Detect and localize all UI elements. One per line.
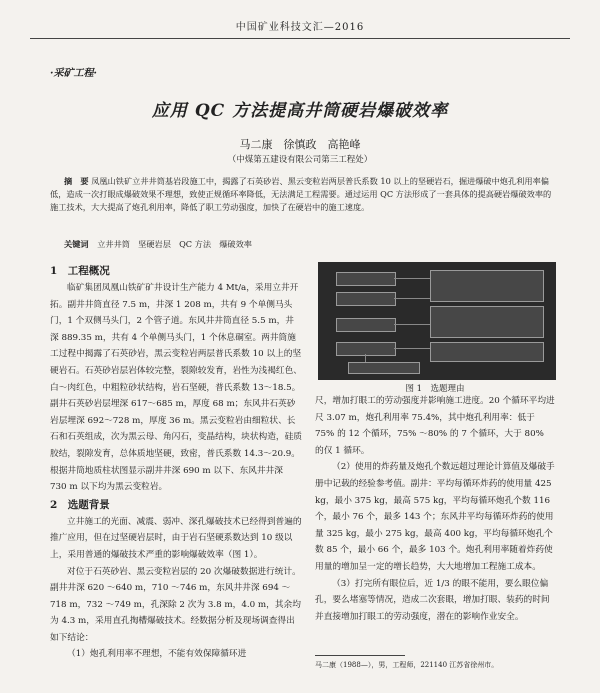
authors: 马二康 徐慎政 高艳峰 [239, 138, 361, 151]
paper-title: 应用 QC 方法提高井筒硬岩爆破效率 [151, 101, 449, 121]
right-column [315, 393, 555, 625]
header-rule [30, 38, 570, 39]
section-label: ·采矿工程· [50, 68, 97, 79]
abstract-text: 凤凰山铁矿立井井筒基岩段施工中，揭露了石英砂岩、黑云变粒岩两层普氏系数 10 以上的坚硬岩石，掘进爆破中炮孔利用率偏低，造成一次打眼成爆破效果不理想，致使正规循环率降低，无法满足工程需要。通过运用 QC 方法形成了一套具体的提高硬岩爆破效率的施工技术，大大提高了炮孔利用率，降低了职工劳动强度，加快了在硬岩中的施工速度。 [50, 176, 552, 212]
figure-1-caption: 图 1 选题理由 [405, 384, 465, 394]
footnote-rule [315, 655, 405, 656]
affiliation: （中煤第五建设有限公司第三工程处） [227, 155, 373, 165]
right-paragraph-1: 尺，增加打眼工的劳动强度并影响施工进度。20 个循环平均进尺 3.07 m，炮孔利用率 75.4%，其中炮孔利用率：低于 75% 的 12 个循环，75% ～80% 的 7 个循环，大于 80% 的仅 1 循环。 [315, 396, 555, 456]
section-2-paragraph-1: 立井施工的光面、减震、弱冲、深孔爆破技术已经得到普遍的推广应用，但在过坚硬岩层时，由于岩石坚硬系数达到 10 级以上，采用普通的爆破技术严重的影响爆破效率（图 1）。 [50, 516, 302, 560]
author-footnote: 马二康（1988—），男，工程师，221140 江苏省徐州市。 [315, 661, 499, 669]
section-1-heading: 1 工程概况 [50, 265, 110, 277]
keywords [64, 239, 252, 250]
right-paragraph-3: （3）打完所有眼位后，近 1/3 的眼不能用，要么眼位偏孔，要么堵塞等情况，造成二次套眼，增加打眼、装药的时间并直接增加打眼工的劳动强度，潜在的影响作业安全。 [315, 578, 550, 622]
section-2-paragraph-2: 对位于石英砂岩、黑云变粒岩层的 20 次爆破数据进行统计。副井井深 620 ～640 m，710 ～746 m，东风井井深 694 ～718 m，732 ～749 m，孔深除 2 次为 3.8 m，4.0 m，其余均为 4.3 m，采用直孔掏槽爆破技术。经数据分析及现场调查得出如下结论： [50, 566, 301, 643]
figure-1-image [318, 262, 556, 380]
section-2-heading: 2 选题背景 [50, 498, 110, 511]
right-paragraph-2: （2）使用的炸药量及炮孔个数远超过理论计算值及爆破手册中记载的经验参考值。副井：平均每循环炸药的使用量 425 kg，最小 375 kg，最高 575 kg，平均每循环炮孔个数 116 个，最小 76 个，最多 143 个；东风井平均每循环炸药的使用量 325 kg，最小 275 kg，最高 400 kg，平均每循环炮孔个数 85 个，最小 66 个，最多 103 个。炮孔利用率随着炸药使用量的增加呈一定的增长趋势，大大地增加工程施工成本。 [315, 462, 555, 572]
left-column [50, 262, 302, 663]
abstract-label: 摘 要 [64, 176, 89, 186]
running-header: 中国矿业科技文汇—2016 [235, 22, 365, 33]
section-2-paragraph-3: （1）炮孔利用率不理想，不能有效保障循环进 [67, 649, 247, 660]
section-1-paragraph: 临矿集团凤凰山铁矿矿井设计生产能力 4 Mt/a，采用立井开拓。副井井筒直径 7.5 m，井深 1 208 m，共有 9 个单侧马头门，1 个双侧马头门，2 个管子道。东风井井筒直径 5.5 m，井深 889.35 m，共有 4 个单侧马头门，1 个休息硐室。两井筒施工过程中揭露了石英砂岩，黑云变粒岩两层普氏系数 10 以上的坚硬岩石。石英砂岩层岩体较完整，裂隙较发育，岩性为浅褐红色、白～肉红色，中粗粒砂状结构，岩石坚硬，普氏系数 13～18.5。副井石英砂岩层埋深 617～685 m，厚度 68 m；东风井石英砂岩层埋深 692～728 m，厚度 36 m。黑云变粒岩由细粒状、长石和石英组成，次为黑云母、角闪石，变晶结构，块状构造，硅质胶结，裂隙发育，总体质地坚硬，致密，普氏系数 14.3～20.9。根据井筒地质柱状图显示副井井深 690 m 以下、东风井井深 730 m 以下均为黑云变粒岩。 [50, 283, 302, 493]
abstract [50, 175, 555, 214]
keywords-text: 立井井筒 坚硬岩层 QC 方法 爆破效率 [97, 239, 252, 249]
keywords-label: 关键词 [64, 239, 89, 249]
